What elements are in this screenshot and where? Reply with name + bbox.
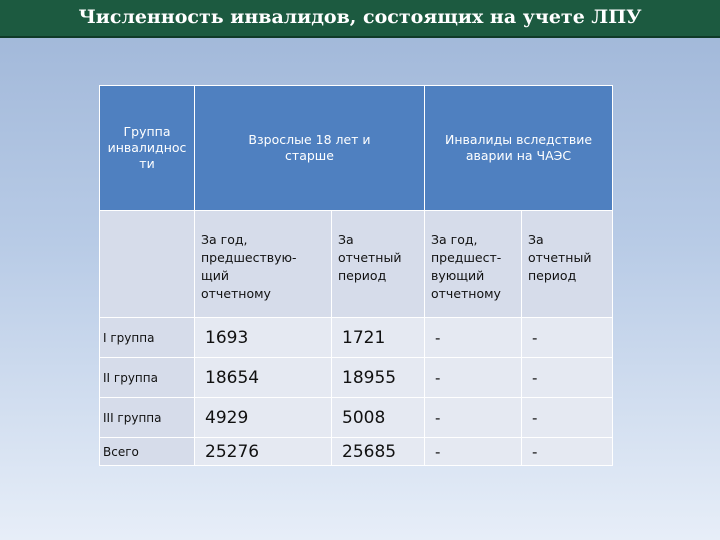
row-label: II группа — [100, 358, 195, 398]
cell-adults-curr: 18955 — [332, 358, 425, 398]
cell-chaes-curr: - — [522, 398, 613, 438]
cell-chaes-prev: - — [425, 318, 522, 358]
subheader-adults-curr: За отчетный период — [332, 211, 425, 318]
cell-chaes-curr: - — [522, 318, 613, 358]
row-label: I группа — [100, 318, 195, 358]
table-header-row — [100, 86, 613, 211]
subheader-blank — [100, 211, 195, 318]
table-subheader-row — [100, 211, 613, 318]
table-row-total — [100, 438, 613, 466]
row-label: Всего — [100, 438, 195, 466]
cell-adults-prev: 25276 — [195, 438, 332, 466]
header-group: Группа инвалиднос ти — [100, 86, 195, 211]
cell-chaes-curr: - — [522, 358, 613, 398]
cell-adults-curr: 1721 — [332, 318, 425, 358]
header-adults: Взрослые 18 лет и старше — [195, 86, 425, 211]
table-row — [100, 318, 613, 358]
subheader-adults-prev: За год, предшествую- щий отчетному — [195, 211, 332, 318]
header-chaes: Инвалиды вследствие аварии на ЧАЭС — [425, 86, 613, 211]
disability-stats-table — [99, 85, 613, 466]
cell-chaes-prev: - — [425, 398, 522, 438]
table-row — [100, 398, 613, 438]
title-bar — [0, 0, 720, 38]
cell-adults-curr: 25685 — [332, 438, 425, 466]
cell-adults-prev: 1693 — [195, 318, 332, 358]
row-label: III группа — [100, 398, 195, 438]
subheader-chaes-prev: За год, предшест- вующий отчетному — [425, 211, 522, 318]
cell-adults-prev: 18654 — [195, 358, 332, 398]
subheader-chaes-curr: За отчетный период — [522, 211, 613, 318]
cell-chaes-prev: - — [425, 438, 522, 466]
table-row — [100, 358, 613, 398]
page-title: Численность инвалидов, состоящих на учете ЛПУ — [78, 6, 642, 28]
cell-chaes-prev: - — [425, 358, 522, 398]
cell-adults-prev: 4929 — [195, 398, 332, 438]
cell-adults-curr: 5008 — [332, 398, 425, 438]
cell-chaes-curr: - — [522, 438, 613, 466]
